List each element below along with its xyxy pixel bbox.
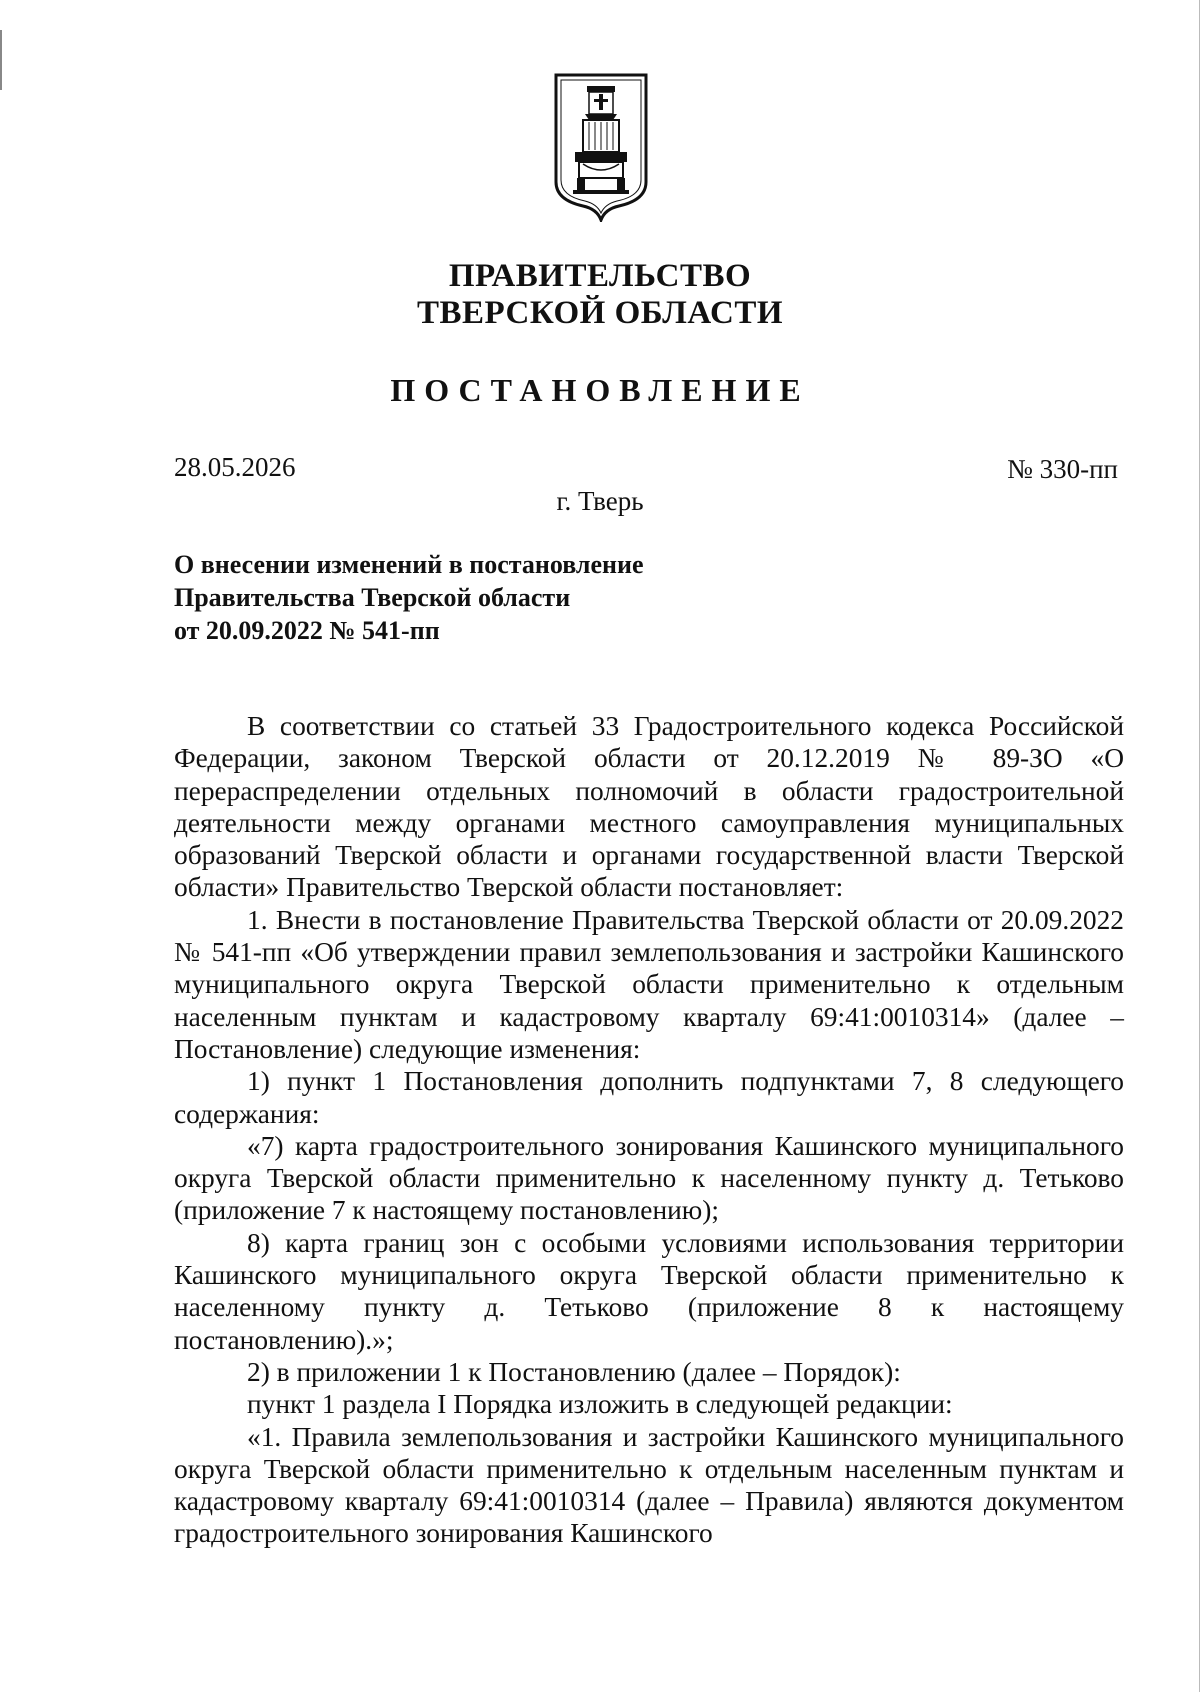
scan-edge-mark [0,30,2,90]
title-line-1: О внесении изменений в постановление [174,550,644,579]
organization-name [0,258,1200,332]
document-type: ПОСТАНОВЛЕНИЕ [390,372,810,408]
org-line-1: ПРАВИТЕЛЬСТВО [448,258,752,294]
document-title [174,548,644,647]
title-line-2: Правительства Тверской области [174,583,571,612]
body-paragraph: 2) в приложении 1 к Постановлению (далее – Порядок): [247,1356,901,1387]
title-line-3: от 20.09.2022 № 541-пп [174,616,440,645]
body-paragraph: «1. Правила землепользования и застройки Кашинского муниципального округа Тверской области применительно к отдельным населенным пунктам и кадастровому кварталу 69:41:0010314 (далее – Правила) являются документом градостроительного зонирования Кашинского [174,1421,1124,1549]
tver-coat-of-arms-icon [553,72,649,222]
document-date: 28.05.2026 [174,452,296,482]
org-line-2: ТВЕРСКОЙ ОБЛАСТИ [416,295,784,331]
body-paragraph: «7) карта градостроительного зонирования Кашинского муниципального округа Тверской области применительно к населенному пункту д. Тетьково (приложение 7 к настоящему постановлению); [174,1130,1124,1226]
document-city: г. Тверь [556,486,644,516]
document-body [174,710,1124,1550]
body-paragraph: 1. Внести в постановление Правительства Тверской области от 20.09.2022 № 541-пп «Об утверждении правил землепользования и застройки Кашинского муниципального округа Тверской области применительно к отдельным населенным пунктам и кадастровому кварталу 69:41:0010314» (далее – Постановление) следующие изменения: [174,904,1124,1064]
body-paragraph: В соответствии со статьей 33 Градостроительного кодекса Российской Федерации, законом Тверской области от 20.12.2019 № 89-ЗО «О перераспределении отдельных полномочий в области градостроительной деятельности между органами местного самоуправления муниципальных образований Тверской области и органами государственной власти Тверской области» Правительство Тверской области постановляет: [174,711,1124,903]
body-paragraph: 8) карта границ зон с особыми условиями использования территории Кашинского муниципального округа Тверской области применительно к населенному пункту д. Тетьково (приложение 8 к настоящему постановлению).»; [174,1227,1124,1355]
body-paragraph: пункт 1 раздела I Порядка изложить в следующей редакции: [247,1389,953,1420]
body-paragraph: 1) пункт 1 Постановления дополнить подпунктами 7, 8 следующего содержания: [174,1066,1124,1129]
document-number: № 330-пп [1007,454,1118,484]
